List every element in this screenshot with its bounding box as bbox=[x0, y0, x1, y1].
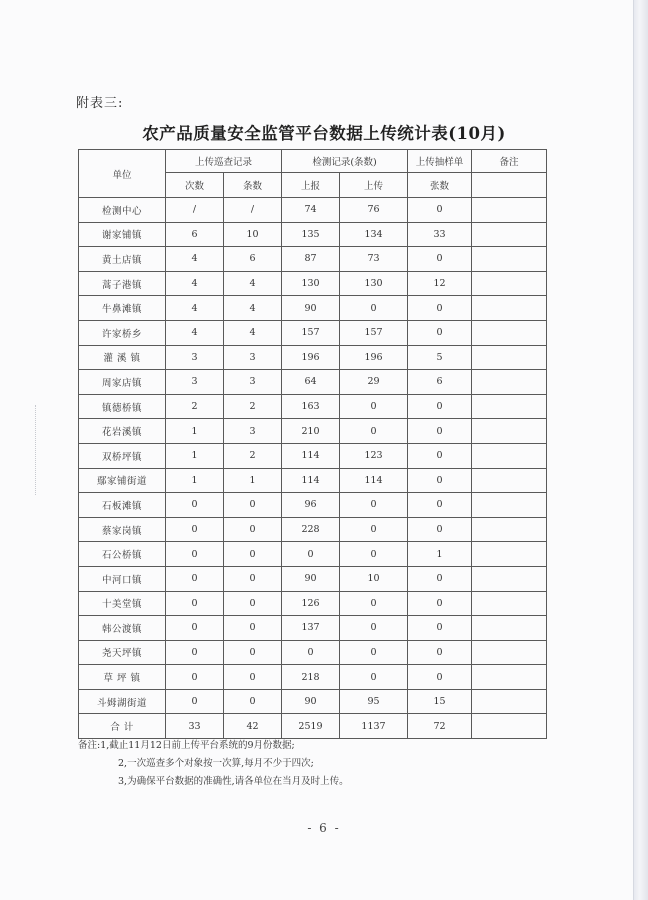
cell-unit: 尧天坪镇 bbox=[79, 640, 166, 665]
cell-detect-report: 114 bbox=[282, 468, 340, 493]
cell-unit: 谢家铺镇 bbox=[79, 222, 166, 247]
document-title: 农产品质量安全监管平台数据上传统计表(10月) bbox=[142, 124, 506, 143]
cell-remark bbox=[472, 468, 547, 493]
header-sampling-sheets: 张数 bbox=[408, 173, 472, 198]
cell-unit: 双桥坪镇 bbox=[79, 443, 166, 468]
cell-unit: 鄢家铺街道 bbox=[79, 468, 166, 493]
cell-remark bbox=[472, 345, 547, 370]
cell-remark bbox=[472, 198, 547, 223]
cell-unit: 镇德桥镇 bbox=[79, 394, 166, 419]
cell-patrol-times: 4 bbox=[166, 271, 224, 296]
cell-detect-upload: 130 bbox=[340, 271, 408, 296]
cell-detect-report: 90 bbox=[282, 566, 340, 591]
cell-patrol-times: 4 bbox=[166, 320, 224, 345]
cell-sampling: 0 bbox=[408, 665, 472, 690]
cell-unit: 韩公渡镇 bbox=[79, 616, 166, 641]
cell-patrol-times: 6 bbox=[166, 222, 224, 247]
cell-detect-upload: 10 bbox=[340, 566, 408, 591]
note-line-2: 2,一次巡查多个对象按一次算,每月不少于四次; bbox=[118, 758, 314, 769]
page-number: - 6 - bbox=[307, 821, 341, 835]
cell-sampling: 0 bbox=[408, 443, 472, 468]
cell-unit: 石公桥镇 bbox=[79, 542, 166, 567]
cell-detect-report: 87 bbox=[282, 247, 340, 272]
table-row bbox=[79, 616, 547, 641]
cell-unit: 灌 溪 镇 bbox=[79, 345, 166, 370]
cell-patrol-items: 4 bbox=[224, 320, 282, 345]
cell-detect-upload: 0 bbox=[340, 640, 408, 665]
cell-sampling: 0 bbox=[408, 468, 472, 493]
cell-unit: 周家店镇 bbox=[79, 370, 166, 395]
cell-patrol-items: 3 bbox=[224, 345, 282, 370]
cell-patrol-times: / bbox=[166, 198, 224, 223]
table-row bbox=[79, 222, 547, 247]
cell-detect-report: 74 bbox=[282, 198, 340, 223]
cell-sampling: 0 bbox=[408, 616, 472, 641]
cell-remark bbox=[472, 222, 547, 247]
cell-remark bbox=[472, 714, 547, 739]
cell-patrol-times: 0 bbox=[166, 689, 224, 714]
table-row bbox=[79, 665, 547, 690]
cell-remark bbox=[472, 247, 547, 272]
table-row bbox=[79, 419, 547, 444]
cell-detect-upload: 114 bbox=[340, 468, 408, 493]
cell-detect-upload: 0 bbox=[340, 394, 408, 419]
cell-unit: 许家桥乡 bbox=[79, 320, 166, 345]
header-patrol-times: 次数 bbox=[166, 173, 224, 198]
cell-unit: 十美堂镇 bbox=[79, 591, 166, 616]
cell-patrol-items: 2 bbox=[224, 443, 282, 468]
cell-detect-upload: 157 bbox=[340, 320, 408, 345]
table-row bbox=[79, 198, 547, 223]
cell-patrol-times: 3 bbox=[166, 370, 224, 395]
note-line-1: 备注:1,截止11月12日前上传平台系统的9月份数据; bbox=[78, 740, 295, 751]
cell-unit: 检测中心 bbox=[79, 198, 166, 223]
cell-detect-upload: 95 bbox=[340, 689, 408, 714]
cell-patrol-items: 4 bbox=[224, 296, 282, 321]
cell-detect-report: 2519 bbox=[282, 714, 340, 739]
header-detect-group: 检测记录(条数) bbox=[282, 150, 408, 173]
cell-remark bbox=[472, 419, 547, 444]
cell-sampling: 6 bbox=[408, 370, 472, 395]
cell-sampling: 0 bbox=[408, 493, 472, 518]
header-sampling-group: 上传抽样单 bbox=[408, 150, 472, 173]
table-row bbox=[79, 566, 547, 591]
cell-sampling: 0 bbox=[408, 296, 472, 321]
cell-sampling: 0 bbox=[408, 640, 472, 665]
cell-patrol-times: 0 bbox=[166, 616, 224, 641]
table-row bbox=[79, 493, 547, 518]
table-row bbox=[79, 271, 547, 296]
cell-detect-upload: 1137 bbox=[340, 714, 408, 739]
cell-unit: 石板滩镇 bbox=[79, 493, 166, 518]
cell-patrol-times: 1 bbox=[166, 443, 224, 468]
cell-unit: 蔡家岗镇 bbox=[79, 517, 166, 542]
cell-detect-upload: 0 bbox=[340, 591, 408, 616]
cell-remark bbox=[472, 271, 547, 296]
cell-sampling: 0 bbox=[408, 517, 472, 542]
cell-detect-upload: 29 bbox=[340, 370, 408, 395]
cell-remark bbox=[472, 591, 547, 616]
cell-unit: 花岩溪镇 bbox=[79, 419, 166, 444]
cell-patrol-times: 0 bbox=[166, 493, 224, 518]
cell-patrol-items: 3 bbox=[224, 370, 282, 395]
cell-patrol-items: 0 bbox=[224, 689, 282, 714]
notes bbox=[78, 737, 349, 791]
cell-sampling: 1 bbox=[408, 542, 472, 567]
cell-patrol-items: 0 bbox=[224, 591, 282, 616]
cell-sampling: 0 bbox=[408, 591, 472, 616]
cell-detect-upload: 123 bbox=[340, 443, 408, 468]
cell-patrol-items: 0 bbox=[224, 640, 282, 665]
cell-detect-upload: 0 bbox=[340, 419, 408, 444]
table-row bbox=[79, 370, 547, 395]
cell-detect-report: 64 bbox=[282, 370, 340, 395]
cell-patrol-items: 10 bbox=[224, 222, 282, 247]
cell-patrol-times: 0 bbox=[166, 665, 224, 690]
cell-patrol-items: 0 bbox=[224, 493, 282, 518]
cell-sampling: 0 bbox=[408, 247, 472, 272]
cell-sampling: 72 bbox=[408, 714, 472, 739]
table-row bbox=[79, 689, 547, 714]
cell-patrol-items: 4 bbox=[224, 271, 282, 296]
cell-patrol-times: 4 bbox=[166, 247, 224, 272]
header-remark-blank bbox=[472, 173, 547, 198]
cell-unit: 合 计 bbox=[79, 714, 166, 739]
cell-detect-report: 0 bbox=[282, 542, 340, 567]
cell-detect-upload: 134 bbox=[340, 222, 408, 247]
cell-detect-report: 135 bbox=[282, 222, 340, 247]
table-row bbox=[79, 296, 547, 321]
cell-remark bbox=[472, 370, 547, 395]
cell-patrol-items: 0 bbox=[224, 665, 282, 690]
cell-remark bbox=[472, 542, 547, 567]
cell-unit: 草 坪 镇 bbox=[79, 665, 166, 690]
cell-patrol-times: 2 bbox=[166, 394, 224, 419]
cell-detect-report: 130 bbox=[282, 271, 340, 296]
cell-patrol-items: 0 bbox=[224, 542, 282, 567]
cell-sampling: 0 bbox=[408, 394, 472, 419]
cell-remark bbox=[472, 689, 547, 714]
cell-patrol-times: 0 bbox=[166, 591, 224, 616]
cell-patrol-items: 0 bbox=[224, 517, 282, 542]
cell-unit: 斗姆湖街道 bbox=[79, 689, 166, 714]
table-row bbox=[79, 517, 547, 542]
cell-detect-upload: 0 bbox=[340, 665, 408, 690]
cell-patrol-times: 4 bbox=[166, 296, 224, 321]
table-row bbox=[79, 345, 547, 370]
cell-unit: 黄土店镇 bbox=[79, 247, 166, 272]
annex-label: 附表三: bbox=[76, 96, 124, 111]
cell-patrol-items: 6 bbox=[224, 247, 282, 272]
cell-unit: 蒿子港镇 bbox=[79, 271, 166, 296]
cell-sampling: 33 bbox=[408, 222, 472, 247]
cell-detect-upload: 76 bbox=[340, 198, 408, 223]
table-row bbox=[79, 247, 547, 272]
header-detect-report: 上报 bbox=[282, 173, 340, 198]
cell-remark bbox=[472, 640, 547, 665]
cell-sampling: 0 bbox=[408, 320, 472, 345]
header-detect-upload: 上传 bbox=[340, 173, 408, 198]
cell-remark bbox=[472, 616, 547, 641]
cell-detect-report: 0 bbox=[282, 640, 340, 665]
table-row bbox=[79, 591, 547, 616]
cell-patrol-items: 3 bbox=[224, 419, 282, 444]
table-row bbox=[79, 640, 547, 665]
cell-remark bbox=[472, 517, 547, 542]
cell-detect-report: 114 bbox=[282, 443, 340, 468]
header-patrol-items: 条数 bbox=[224, 173, 282, 198]
cell-unit: 中河口镇 bbox=[79, 566, 166, 591]
cell-detect-report: 137 bbox=[282, 616, 340, 641]
cell-detect-report: 196 bbox=[282, 345, 340, 370]
cell-detect-upload: 0 bbox=[340, 517, 408, 542]
cell-unit: 牛鼻滩镇 bbox=[79, 296, 166, 321]
cell-remark bbox=[472, 394, 547, 419]
cell-detect-report: 90 bbox=[282, 296, 340, 321]
table-row bbox=[79, 542, 547, 567]
cell-patrol-items: 2 bbox=[224, 394, 282, 419]
cell-remark bbox=[472, 665, 547, 690]
cell-patrol-items: 0 bbox=[224, 566, 282, 591]
cell-patrol-items: / bbox=[224, 198, 282, 223]
cell-sampling: 0 bbox=[408, 419, 472, 444]
cell-remark bbox=[472, 493, 547, 518]
cell-detect-upload: 73 bbox=[340, 247, 408, 272]
table-row bbox=[79, 320, 547, 345]
cell-sampling: 0 bbox=[408, 566, 472, 591]
table-row bbox=[79, 443, 547, 468]
cell-detect-report: 157 bbox=[282, 320, 340, 345]
cell-sampling: 15 bbox=[408, 689, 472, 714]
table-row bbox=[79, 714, 547, 739]
scan-artifact bbox=[35, 405, 38, 495]
cell-sampling: 12 bbox=[408, 271, 472, 296]
cell-remark bbox=[472, 320, 547, 345]
cell-patrol-items: 0 bbox=[224, 616, 282, 641]
cell-detect-upload: 0 bbox=[340, 542, 408, 567]
header-remark: 备注 bbox=[472, 150, 547, 173]
cell-detect-upload: 0 bbox=[340, 493, 408, 518]
cell-detect-report: 96 bbox=[282, 493, 340, 518]
cell-sampling: 5 bbox=[408, 345, 472, 370]
cell-patrol-times: 0 bbox=[166, 542, 224, 567]
table-row bbox=[79, 468, 547, 493]
cell-detect-report: 210 bbox=[282, 419, 340, 444]
cell-detect-upload: 196 bbox=[340, 345, 408, 370]
table-body bbox=[79, 198, 547, 739]
cell-patrol-times: 0 bbox=[166, 517, 224, 542]
cell-detect-report: 90 bbox=[282, 689, 340, 714]
cell-patrol-times: 3 bbox=[166, 345, 224, 370]
cell-sampling: 0 bbox=[408, 198, 472, 223]
cell-detect-report: 218 bbox=[282, 665, 340, 690]
cell-remark bbox=[472, 296, 547, 321]
cell-patrol-times: 0 bbox=[166, 566, 224, 591]
cell-patrol-items: 1 bbox=[224, 468, 282, 493]
cell-patrol-times: 1 bbox=[166, 468, 224, 493]
cell-patrol-times: 0 bbox=[166, 640, 224, 665]
cell-remark bbox=[472, 443, 547, 468]
cell-detect-upload: 0 bbox=[340, 296, 408, 321]
statistics-table bbox=[78, 149, 547, 739]
cell-detect-report: 163 bbox=[282, 394, 340, 419]
cell-patrol-times: 33 bbox=[166, 714, 224, 739]
cell-detect-report: 228 bbox=[282, 517, 340, 542]
cell-detect-report: 126 bbox=[282, 591, 340, 616]
header-patrol-group: 上传巡查记录 bbox=[166, 150, 282, 173]
table-row bbox=[79, 394, 547, 419]
header-unit: 单位 bbox=[79, 150, 166, 198]
cell-patrol-items: 42 bbox=[224, 714, 282, 739]
note-line-3: 3,为确保平台数据的准确性,请各单位在当月及时上传。 bbox=[118, 776, 349, 787]
cell-detect-upload: 0 bbox=[340, 616, 408, 641]
cell-remark bbox=[472, 566, 547, 591]
cell-patrol-times: 1 bbox=[166, 419, 224, 444]
